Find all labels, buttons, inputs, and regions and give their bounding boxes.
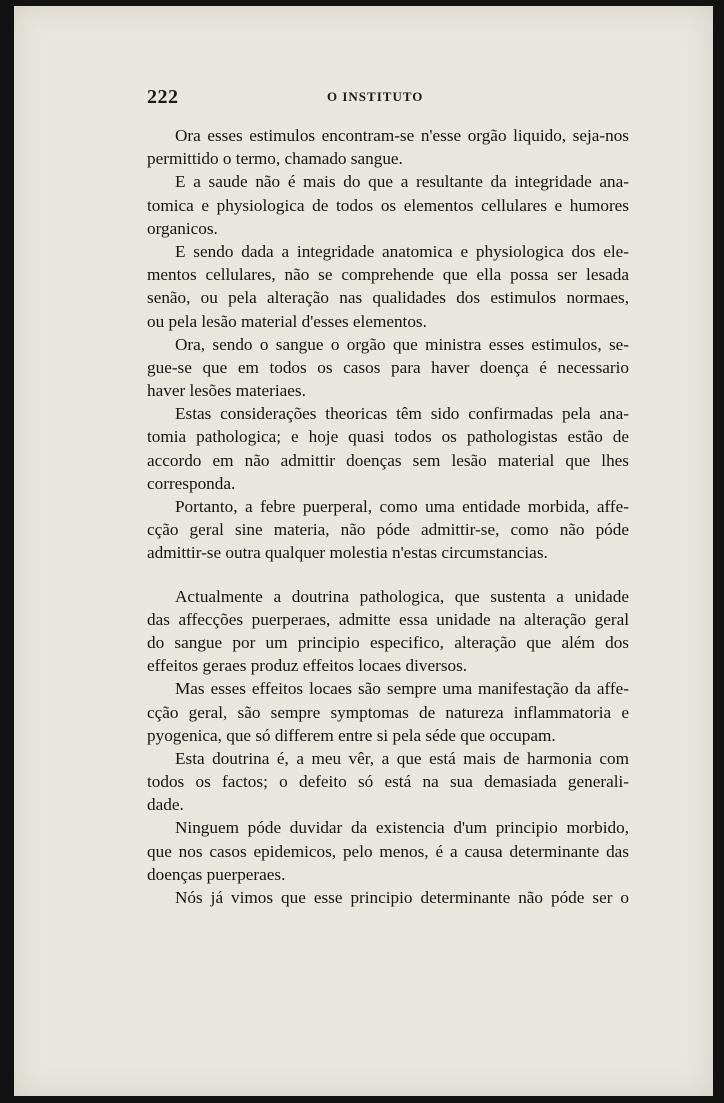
text-line: gue-se que em todos os casos para haver doença é necessario: [147, 357, 629, 377]
paragraph-gap: [147, 565, 629, 585]
text-line: pyogenica, que só differem entre si pela séde que occupam.: [147, 725, 556, 745]
text-line: Nós já vimos que esse principio determinante não póde ser o: [175, 888, 629, 907]
text-line: haver lesões materiaes.: [147, 381, 306, 401]
page-header: [147, 86, 621, 110]
text-line: que nos casos epidemicos, pelo menos, é a causa determinante das: [147, 841, 629, 861]
text-line: tomia pathologica; e hoje quasi todos os pathologistas estão de: [147, 427, 629, 447]
text-line: Ninguem póde duvidar da existencia d'um principio morbido,: [175, 818, 629, 838]
text-line: permittido o termo, chamado sangue.: [147, 149, 403, 169]
page-number: 222: [147, 86, 179, 108]
text-line: corresponda.: [147, 473, 236, 493]
text-line: das affecções puerperaes, admitte essa unidade na alteração geral: [147, 609, 629, 629]
text-line: ou pela lesão material d'esses elementos.: [147, 311, 427, 331]
text-line: E sendo dada a integridade anatomica e physiologica dos ele-: [175, 241, 629, 261]
text-line: mentos cellulares, não se comprehende que ella possa ser lesada: [147, 265, 629, 285]
text-line: Actualmente a doutrina pathologica, que sustenta a unidade: [175, 586, 629, 606]
text-line: Ora, sendo o sangue o orgão que ministra esses estimulos, se-: [175, 334, 629, 354]
text-line: Esta doutrina é, a meu vêr, a que está mais de harmonia com: [175, 748, 629, 768]
text-line: effeitos geraes produz effeitos locaes diversos.: [147, 656, 468, 676]
text-line: cção geral, são sempre symptomas de natureza inflammatoria e: [147, 702, 629, 722]
text-line: do sangue por um principio especifico, alteração que além dos: [147, 632, 629, 652]
text-line: Mas esses effeitos locaes são sempre uma manifestação da affe-: [175, 679, 629, 699]
text-line: Estas considerações theoricas têm sido confirmadas pela ana-: [175, 404, 629, 424]
text-line: E a saude não é mais do que a resultante da integridade ana-: [175, 172, 629, 192]
text-line: tomica e physiologica de todos os elementos cellulares e humores: [147, 195, 629, 215]
body-text: [147, 124, 629, 909]
text-line: todos os factos; o defeito só está na sua demasiada generali-: [147, 772, 629, 792]
text-line: accordo em não admittir doenças sem lesão material que lhes: [147, 450, 629, 470]
text-line: Portanto, a febre puerperal, como uma entidade morbida, affe-: [175, 497, 629, 516]
running-title: O INSTITUTO: [327, 89, 424, 104]
text-line: admittir-se outra qualquer molestia n'estas circumstancias.: [147, 543, 548, 563]
text-line: organicos.: [147, 218, 218, 238]
text-line: doenças puerperaes.: [147, 864, 286, 884]
text-line: dade.: [147, 795, 184, 815]
text-line: Ora esses estimulos encontram-se n'esse orgão liquido, seja-nos: [175, 126, 629, 145]
text-line: cção geral sine materia, não póde admittir-se, como não póde: [147, 520, 629, 540]
text-line: senão, ou pela alteração nas qualidades dos estimulos normaes,: [147, 288, 629, 308]
